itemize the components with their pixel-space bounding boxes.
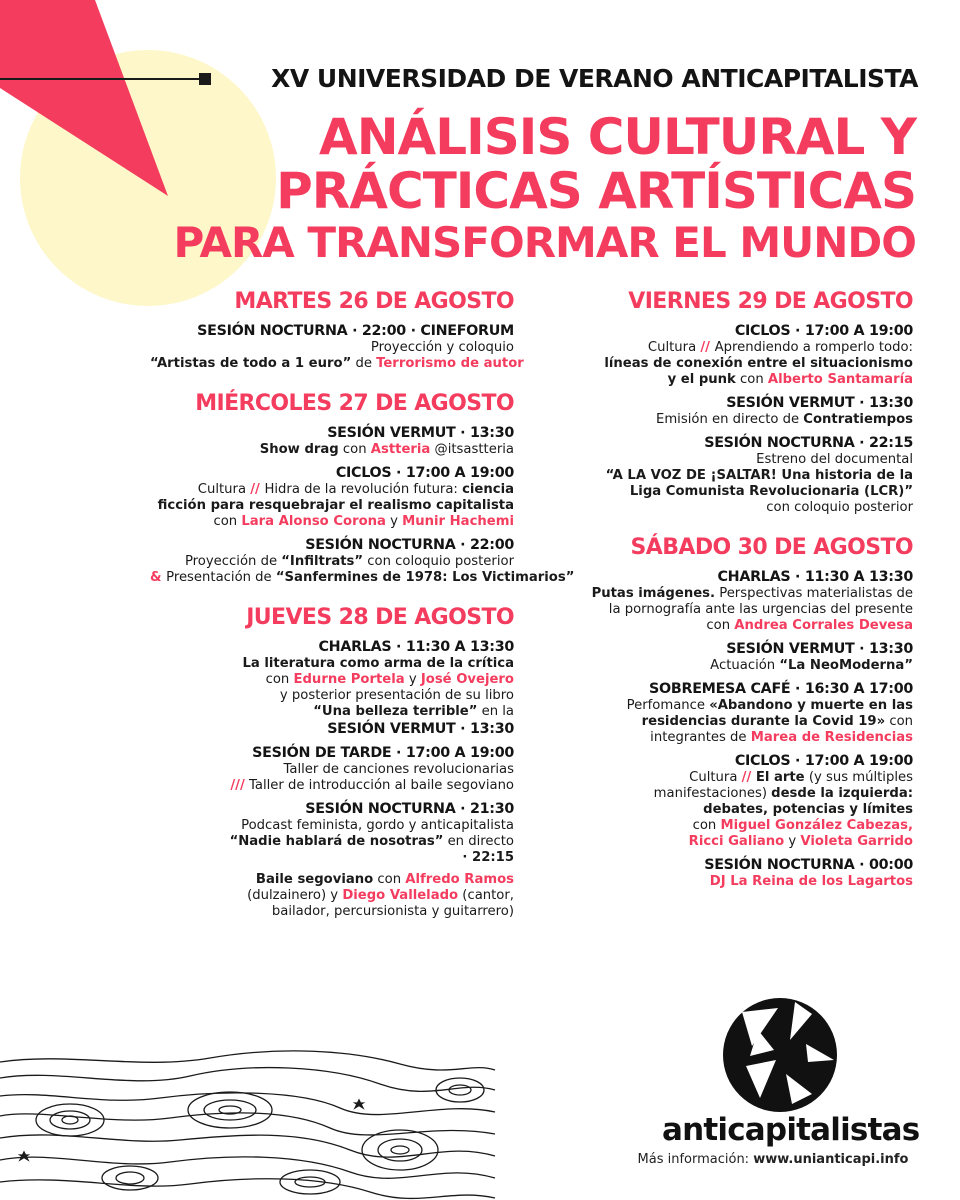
event-line: /// Taller de introducción al baile segoviano (230, 778, 514, 793)
day-heading-viernes: VIERNES 29 DE AGOSTO (628, 289, 913, 314)
event-line: líneas de conexión entre el situacionismo (604, 356, 913, 371)
event-line: Liga Comunista Revolucionaria (LCR)” (629, 484, 913, 499)
title-line-1: ANÁLISIS CULTURAL Y (319, 108, 916, 166)
session-heading: CICLOS · 17:00 A 19:00 (734, 753, 913, 769)
event-line: con Edurne Portela y José Ovejero (265, 672, 514, 687)
session-heading: SESIÓN NOCTURNA · 22:00 · CINEFORUM (197, 323, 514, 339)
session-heading: SESIÓN VERMUT · 13:30 (327, 425, 514, 441)
program-right-column (560, 288, 913, 890)
event-line: con coloquio posterior (766, 500, 913, 515)
day-heading-martes: MARTES 26 DE AGOSTO (234, 289, 514, 314)
info-link[interactable]: www.unianticapi.info (753, 1152, 909, 1167)
event-line: Ricci Galiano y Violeta Garrido (688, 834, 913, 849)
event-line: Podcast feminista, gordo y anticapitalista (241, 818, 514, 833)
session-heading: SESIÓN VERMUT · 13:30 (726, 395, 913, 411)
session-heading: CHARLAS · 11:30 A 13:30 (717, 569, 913, 585)
session-heading: SESIÓN NOCTURNA · 21:30 (305, 801, 514, 817)
event-line: debates, potencias y límites (703, 802, 913, 817)
brand-wordmark: anticapitalistas (662, 1112, 920, 1148)
event-line: “A LA VOZ DE ¡SALTAR! Una historia de la (605, 468, 913, 483)
event-line: Emisión en directo de Contratiempos (656, 412, 913, 427)
event-line: “Artistas de todo a 1 euro” de Terrorismo de autor (150, 356, 524, 371)
more-info-line: Más información: www.unianticapi.info (637, 1152, 909, 1167)
event-line: bailador, percursionista y guitarrero) (271, 904, 514, 919)
event-line: Cultura // Aprendiendo a romperlo todo: (647, 340, 913, 355)
event-line: y el punk con Alberto Santamaría (667, 372, 913, 387)
title-line-2: PRÁCTICAS ARTÍSTICAS (276, 162, 916, 220)
event-line: Cultura // El arte (y sus múltiples (689, 770, 913, 785)
event-line: con Andrea Corrales Devesa (706, 618, 913, 633)
topographic-map-decoration (0, 1051, 495, 1199)
event-line: integrantes de Marea de Residencias (650, 730, 913, 745)
event-line: · 22:15 (462, 850, 514, 865)
event-line: Cultura // Hidra de la revolución futura: ciencia (197, 482, 514, 497)
event-line: Taller de canciones revolucionarias (283, 762, 514, 777)
event-line: Perfomance «Abandono y muerte en las (626, 698, 913, 713)
anticapitalistas-logo-icon (723, 998, 837, 1112)
session-heading: SESIÓN NOCTURNA · 22:15 (704, 435, 913, 451)
session-heading: CICLOS · 17:00 A 19:00 (734, 323, 913, 339)
session-heading: CHARLAS · 11:30 A 13:30 (318, 639, 514, 655)
day-heading-jueves: JUEVES 28 DE AGOSTO (246, 605, 514, 630)
event-line: la pornografía ante las urgencias del presente (608, 602, 913, 617)
session-heading: SOBREMESA CAFÉ · 16:30 A 17:00 (649, 681, 913, 697)
event-line: Show drag con Astteria @itsastteria (259, 442, 514, 457)
session-heading: CICLOS · 17:00 A 19:00 (335, 465, 514, 481)
event-line: residencias durante la Covid 19» con (641, 714, 913, 729)
program-left-column (150, 288, 575, 920)
event-line: Estreno del documental (756, 452, 913, 467)
event-line: Proyección y coloquio (370, 340, 514, 355)
session-heading: SESIÓN NOCTURNA · 00:00 (704, 857, 913, 873)
session-heading: SESIÓN VERMUT · 13:30 (327, 721, 514, 737)
event-line: Actuación “La NeoModerna” (710, 658, 913, 673)
event-line: “Una belleza terrible” en la (313, 704, 514, 719)
day-heading-sabado: SÁBADO 30 DE AGOSTO (630, 535, 913, 560)
event-line: Baile segoviano con Alfredo Ramos (255, 872, 514, 887)
event-line: Putas imágenes. Perspectivas materialistas de (591, 586, 913, 601)
event-line: y posterior presentación de su libro (279, 688, 514, 703)
event-line: La literatura como arma de la crítica (242, 656, 514, 671)
supertitle: XV UNIVERSIDAD DE VERANO ANTICAPITALISTA (271, 64, 918, 93)
session-heading: SESIÓN VERMUT · 13:30 (726, 641, 913, 657)
event-line: & Presentación de “Sanfermines de 1978: Los Victimarios” (150, 570, 575, 585)
session-heading: SESIÓN DE TARDE · 17:00 A 19:00 (252, 745, 514, 761)
event-line: Proyección de “Infiltrats” con coloquio posterior (184, 554, 514, 569)
event-line: con Lara Alonso Corona y Munir Hachemi (213, 514, 514, 529)
event-line: (dulzainero) y Diego Vallelado (cantor, (247, 888, 514, 903)
event-line: manifestaciones) desde la izquierda: (653, 786, 913, 801)
event-line: ficción para resquebrajar el realismo capitalista (157, 498, 514, 513)
event-line: con Miguel González Cabezas, (692, 818, 913, 833)
session-heading: SESIÓN NOCTURNA · 22:00 (305, 537, 514, 553)
header-rule-square (199, 73, 211, 85)
event-line: “Nadie hablará de nosotras” en directo (229, 834, 514, 849)
title-line-3: PARA TRANSFORMAR EL MUNDO (173, 218, 916, 267)
event-line: DJ La Reina de los Lagartos (709, 874, 913, 889)
day-heading-miercoles: MIÉRCOLES 27 DE AGOSTO (195, 391, 514, 416)
